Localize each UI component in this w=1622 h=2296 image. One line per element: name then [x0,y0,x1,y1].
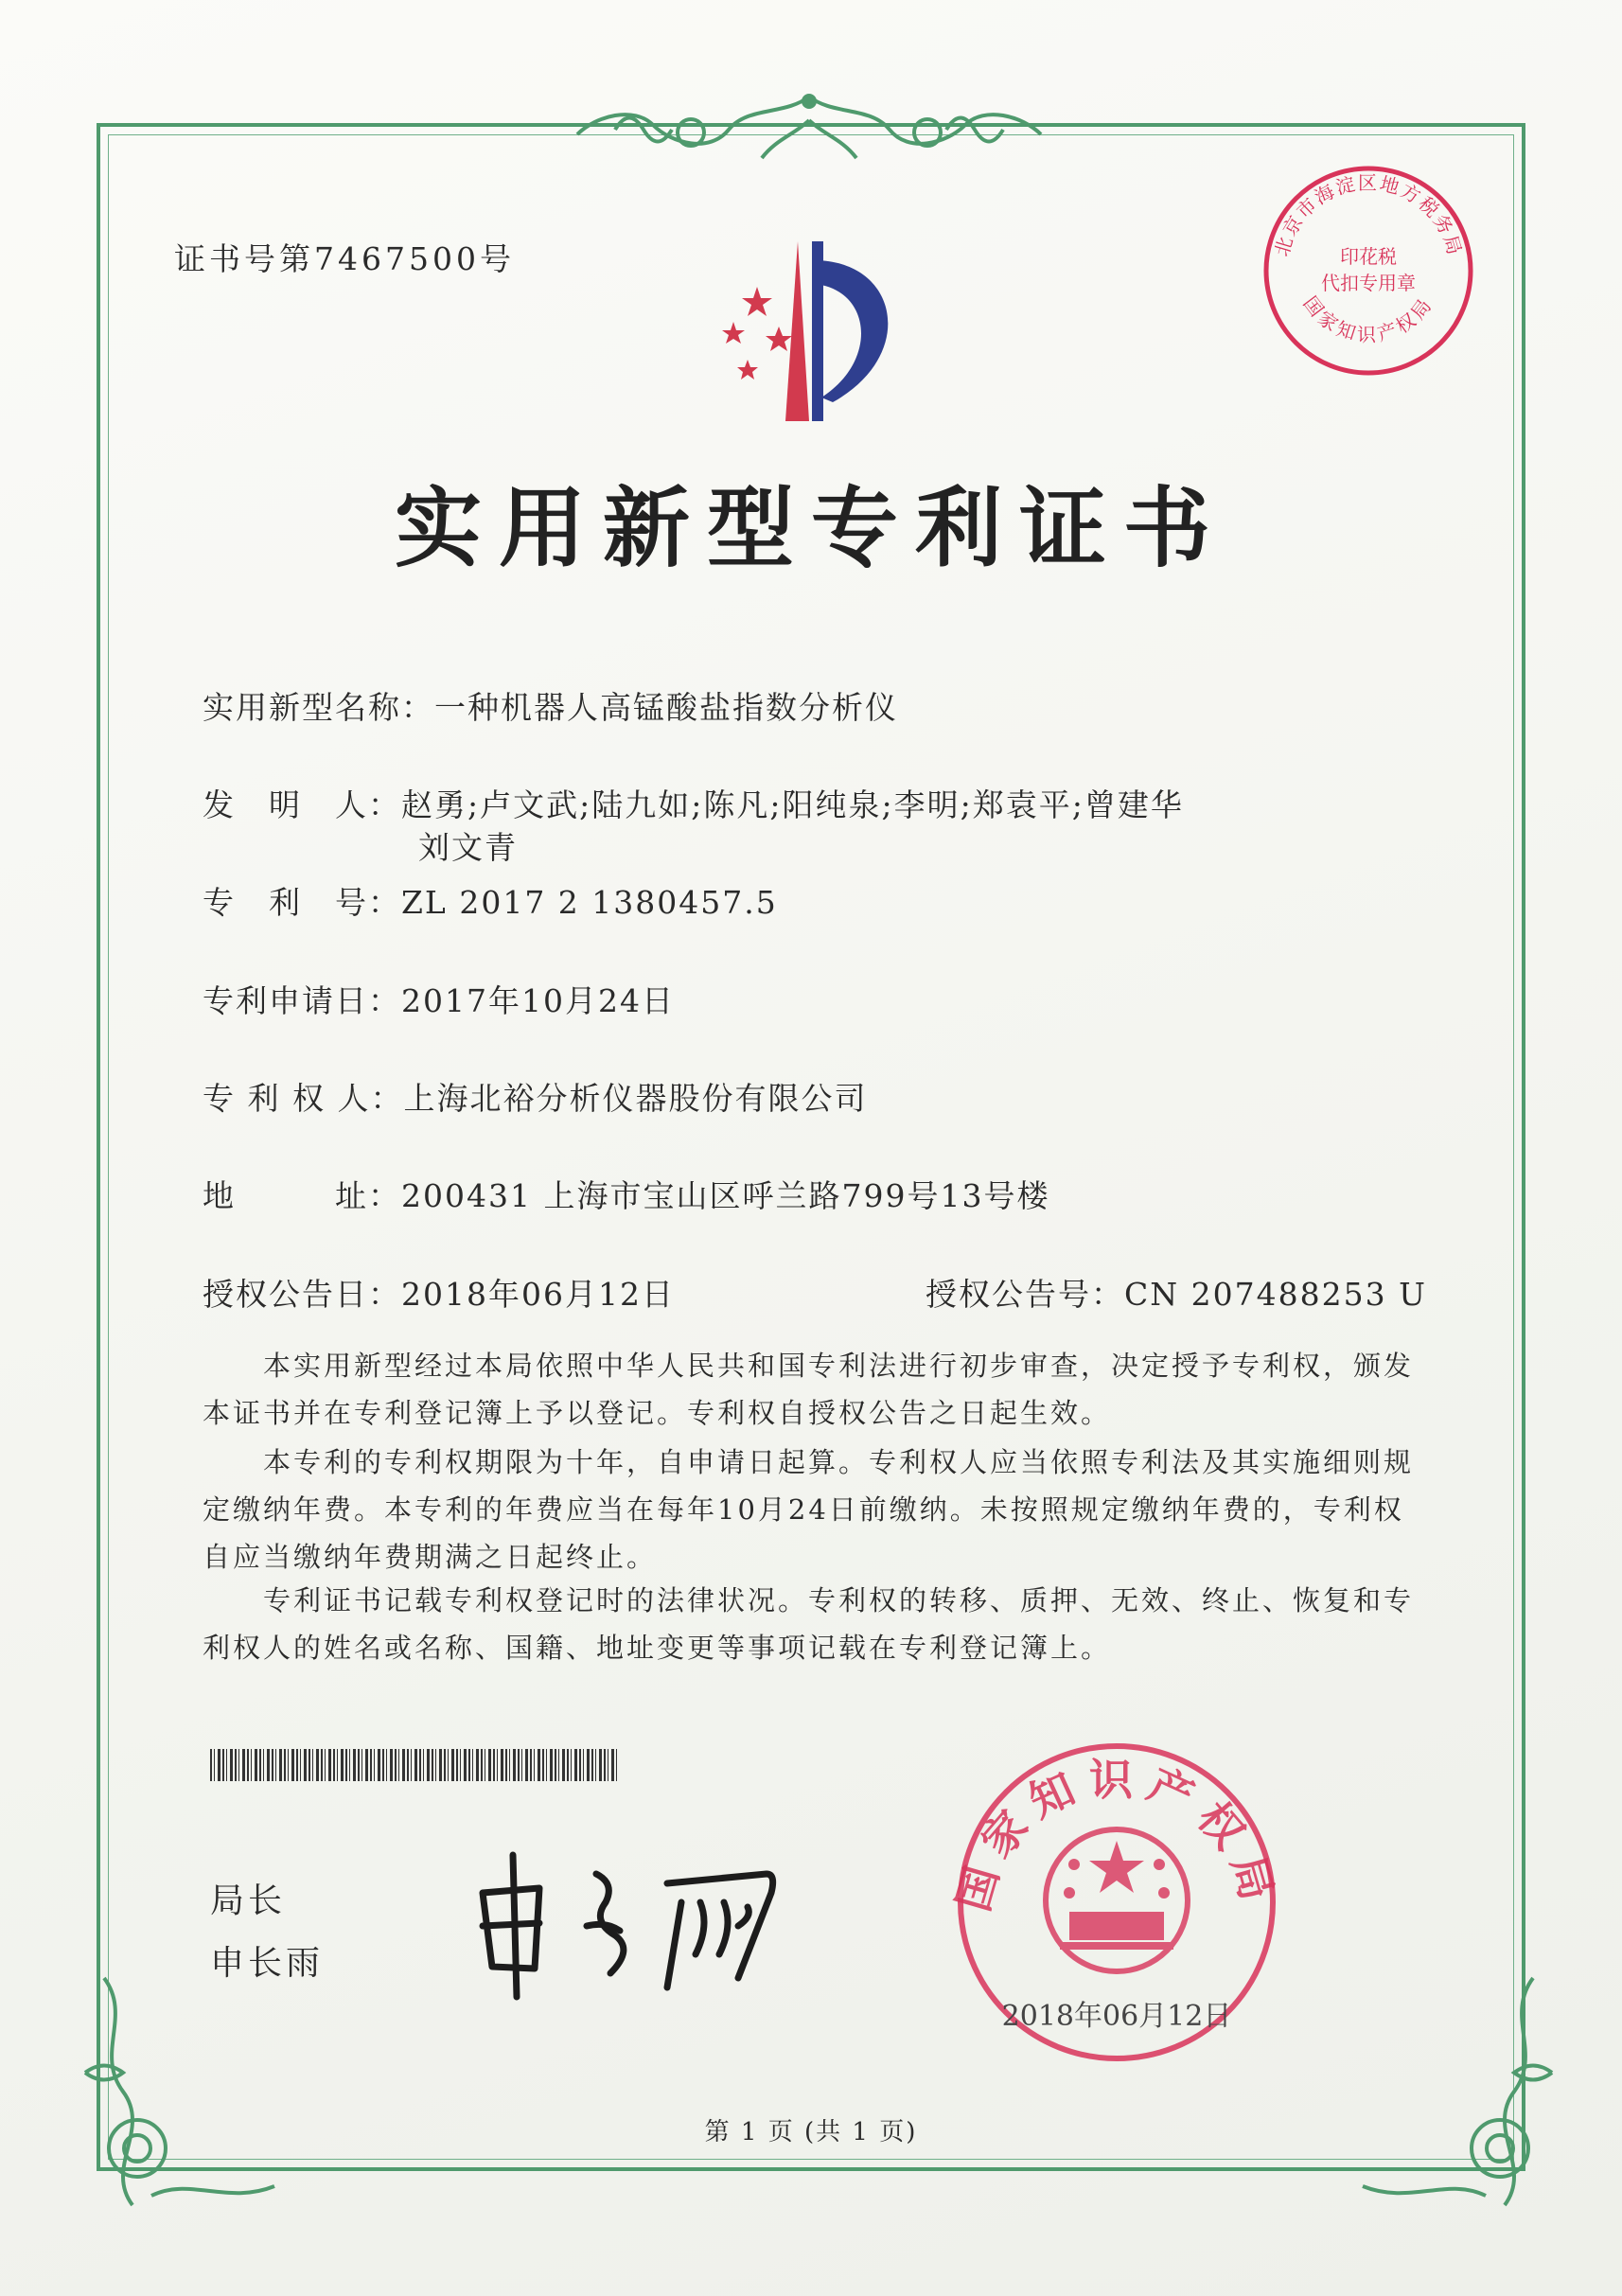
field-label: 地 址： [203,1177,401,1214]
tax-stamp-seal [1259,161,1478,380]
address-row [203,1172,1049,1216]
field-label: 专 利 号： [203,884,401,921]
tax-seal-ring-text: 北京市海淀区地方税务局 [1270,171,1467,259]
utility-model-name: 一种机器人高锰酸盐指数分析仪 [434,689,898,726]
grant-date-row [203,1270,675,1315]
grant-number: CN 207488253 U [1124,1276,1427,1313]
signatory-name: 申长雨 [210,1944,325,1983]
barcode [210,1749,617,1781]
patentee-row [203,1074,867,1119]
body-paragraph-1: 本实用新型经过本局依照中华人民共和国专利法进行初步审查，决定授予专利权，颁发本证书并在专利登记簿上予以登记。专利权自授权公告之日起生效。 [203,1350,1415,1429]
tax-seal-bottom-text: 国家知识产权局 [1298,291,1438,346]
field-label: 授权公告号： [926,1276,1124,1313]
address: 200431 上海市宝山区呼兰路799号13号楼 [401,1177,1050,1214]
field-label: 专利申请日： [203,982,401,1019]
seal-date: 2018年06月12日 [1001,2000,1232,2033]
inventors: 赵勇;卢文武;陆九如;陈凡;阳纯泉;李明;郑袁平;曾建华 [401,786,1184,823]
logo-star [742,287,772,316]
certificate-number: 证书号第7467500号 [174,240,515,277]
logo-star [766,327,792,351]
logo-star [737,360,758,380]
page-number: 第 1 页 (共 1 页) [704,2118,918,2146]
national-emblem [1046,1829,1188,1971]
field-label: 实用新型名称： [203,689,434,726]
tax-seal-center-1: 印花税 [1340,245,1397,268]
application-date: 2017年10月24日 [401,982,675,1019]
field-label: 授权公告日： [203,1276,401,1313]
body-paragraph-2: 本专利的专利权期限为十年，自申请日起算。专利权人应当依照专利法及其实施细则规定缴纳年费。本专利的年费应当在每年10月24日前缴纳。未按照规定缴纳年费的，专利权自应当缴纳年费期满之日起终止。 [203,1446,1415,1573]
signatory-title: 局长 [210,1881,287,1920]
tax-seal-center-2: 代扣专用章 [1321,272,1416,294]
svg-text:国家知识产权局 [1299,291,1438,345]
svg-text:国家知识产权局 [947,1755,1286,1916]
patentee: 上海北裕分析仪器股份有限公司 [403,1080,868,1117]
field-label: 发 明 人： [203,786,401,823]
patent-number: ZL 2017 2 1380457.5 [401,884,778,921]
bottom-right-ornament [1325,1959,1571,2243]
inventor-row [203,781,1184,825]
body-paragraph-3: 专利证书记载专利权登记时的法律状况。专利权的转移、质押、无效、终止、恢复和专利权人的姓名或名称、国籍、地址变更等事项记载在专利登记簿上。 [203,1584,1415,1664]
inventors-continued: 刘文青 [418,829,518,866]
official-seal-ring-text: 国家知识产权局 [946,1754,1287,1917]
certificate-title: 实用新型专利证书 [394,477,1227,579]
grant-date: 2018年06月12日 [401,1276,675,1313]
top-ornament [558,78,1060,172]
bottom-left-ornament [66,1959,303,2243]
logo-star [722,322,745,344]
official-seal [946,1732,1287,2073]
handwritten-signature [464,1836,823,2006]
patent-office-logo [681,232,937,431]
patent-number-row [203,878,778,923]
grant-number-row [926,1270,1427,1315]
utility-model-name-row [203,683,898,728]
application-date-row [203,977,675,1021]
field-label: 专 利 权 人： [203,1080,404,1117]
